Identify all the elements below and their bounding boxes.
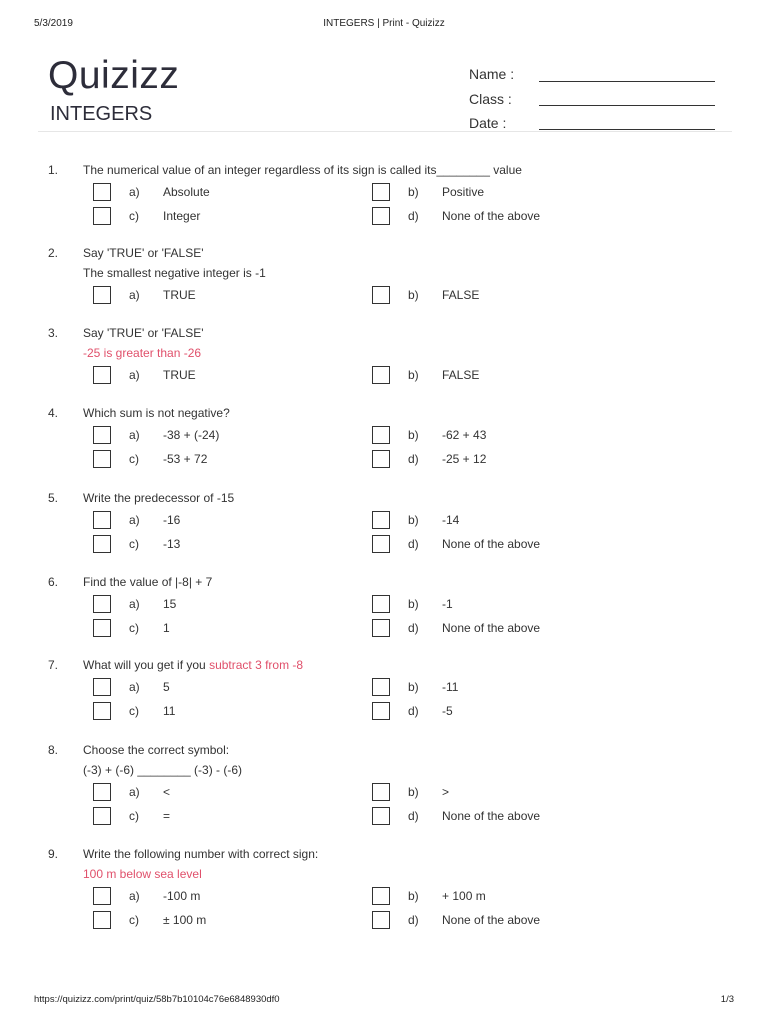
answer-checkbox[interactable] [93, 183, 111, 201]
option-text: = [163, 809, 171, 823]
name-field-line [539, 81, 715, 82]
option-text: 1 [163, 621, 170, 635]
answer-checkbox[interactable] [372, 807, 390, 825]
question-text-plain: What will you get if you [83, 658, 210, 672]
answer-checkbox[interactable] [372, 183, 390, 201]
option-letter: a) [129, 785, 140, 799]
class-label: Class : [469, 91, 512, 107]
option-letter: d) [408, 621, 419, 635]
answer-checkbox[interactable] [93, 286, 111, 304]
option-text: None of the above [442, 809, 541, 823]
answer-checkbox[interactable] [372, 887, 390, 905]
option-letter: c) [129, 452, 139, 466]
option-letter: b) [408, 185, 419, 199]
print-page-title: INTEGERS | Print - Quizizz [323, 18, 445, 29]
question-text [83, 246, 204, 260]
question-subtext: (-3) + (-6) ________ (-3) - (-6) [83, 763, 243, 777]
option-letter: d) [408, 537, 419, 551]
option-letter: c) [129, 209, 139, 223]
question-text [83, 658, 303, 672]
question-text-plain: Which sum is not negative? [83, 406, 230, 420]
option-letter: a) [129, 368, 140, 382]
answer-checkbox[interactable] [93, 511, 111, 529]
option-text: TRUE [163, 288, 196, 302]
answer-checkbox[interactable] [372, 450, 390, 468]
option-letter: c) [129, 913, 139, 927]
question-text [83, 163, 522, 177]
answer-checkbox[interactable] [93, 619, 111, 637]
question-text-highlight: subtract 3 from -8 [209, 658, 304, 672]
option-text: ± 100 m [163, 913, 207, 927]
option-letter: a) [129, 680, 140, 694]
option-letter: a) [129, 288, 140, 302]
answer-checkbox[interactable] [372, 783, 390, 801]
option-text: 15 [163, 597, 177, 611]
question-text-plain: Choose the correct symbol: [83, 743, 230, 757]
question-text-plain: Find the value of |-8| + 7 [83, 575, 213, 589]
option-letter: b) [408, 513, 419, 527]
option-letter: a) [129, 428, 140, 442]
question-number: 4. [48, 406, 59, 420]
option-text: -25 + 12 [442, 452, 487, 466]
question-number: 6. [48, 575, 59, 589]
option-letter: b) [408, 428, 419, 442]
answer-checkbox[interactable] [93, 535, 111, 553]
print-date: 5/3/2019 [34, 18, 73, 29]
quizizz-logo: Quizizz [48, 54, 180, 97]
option-text: -5 [442, 704, 453, 718]
question-text [83, 491, 234, 505]
answer-checkbox[interactable] [93, 678, 111, 696]
question-number: 9. [48, 847, 59, 861]
question-text [83, 847, 318, 861]
question-text-plain: Say 'TRUE' or 'FALSE' [83, 326, 204, 340]
option-text: None of the above [442, 913, 541, 927]
answer-checkbox[interactable] [93, 807, 111, 825]
option-text: -13 [163, 537, 181, 551]
class-field-line [539, 105, 715, 106]
question-subtext: 100 m below sea level [83, 867, 202, 881]
question-text [83, 575, 212, 589]
option-letter: b) [408, 680, 419, 694]
option-text: -1 [442, 597, 453, 611]
option-text: -11 [442, 680, 459, 694]
question-text-plain: Write the predecessor of -15 [83, 491, 235, 505]
question-subtext: The smallest negative integer is -1 [83, 266, 266, 280]
answer-checkbox[interactable] [93, 426, 111, 444]
answer-checkbox[interactable] [372, 678, 390, 696]
option-letter: c) [129, 621, 139, 635]
date-field-line [539, 129, 715, 130]
answer-checkbox[interactable] [372, 286, 390, 304]
answer-checkbox[interactable] [93, 887, 111, 905]
option-letter: c) [129, 537, 139, 551]
question-number: 1. [48, 163, 59, 177]
answer-checkbox[interactable] [93, 450, 111, 468]
header-divider [38, 131, 732, 132]
question-number: 7. [48, 658, 59, 672]
answer-checkbox[interactable] [93, 366, 111, 384]
quiz-title: INTEGERS [50, 103, 153, 125]
option-text: -100 m [163, 889, 201, 903]
answer-checkbox[interactable] [93, 702, 111, 720]
option-letter: d) [408, 913, 419, 927]
option-text: None of the above [442, 537, 541, 551]
option-letter: a) [129, 889, 140, 903]
option-text: -53 + 72 [163, 452, 208, 466]
option-text: Positive [442, 185, 485, 199]
answer-checkbox[interactable] [372, 426, 390, 444]
name-label: Name : [469, 66, 515, 82]
option-text: < [163, 785, 171, 799]
question-number: 5. [48, 491, 59, 505]
option-letter: b) [408, 889, 419, 903]
option-letter: d) [408, 209, 419, 223]
question-number: 3. [48, 326, 59, 340]
answer-checkbox[interactable] [372, 366, 390, 384]
option-text: -14 [442, 513, 460, 527]
question-number: 8. [48, 743, 59, 757]
option-letter: a) [129, 597, 140, 611]
option-text: + 100 m [442, 889, 486, 903]
question-text-plain: Say 'TRUE' or 'FALSE' [83, 246, 204, 260]
option-letter: c) [129, 809, 139, 823]
question-subtext: -25 is greater than -26 [83, 346, 202, 360]
question-text-plain: Write the following number with correct sign: [83, 847, 319, 861]
answer-checkbox[interactable] [372, 535, 390, 553]
option-text: FALSE [442, 368, 480, 382]
answer-checkbox[interactable] [93, 783, 111, 801]
answer-checkbox[interactable] [372, 619, 390, 637]
option-letter: c) [129, 704, 139, 718]
option-text: Integer [163, 209, 201, 223]
question-text [83, 406, 230, 420]
question-number: 2. [48, 246, 59, 260]
option-text: Absolute [163, 185, 210, 199]
option-text: TRUE [163, 368, 196, 382]
option-text: None of the above [442, 621, 541, 635]
option-letter: d) [408, 704, 419, 718]
answer-checkbox[interactable] [372, 207, 390, 225]
question-text-plain: The numerical value of an integer regardless of its sign is called its________ value [83, 163, 522, 177]
option-text: None of the above [442, 209, 541, 223]
option-letter: a) [129, 513, 140, 527]
answer-checkbox[interactable] [93, 911, 111, 929]
option-letter: b) [408, 288, 419, 302]
option-text: 5 [163, 680, 170, 694]
option-text: > [442, 785, 450, 799]
answer-checkbox[interactable] [93, 207, 111, 225]
option-letter: b) [408, 368, 419, 382]
answer-checkbox[interactable] [372, 702, 390, 720]
question-text [83, 326, 204, 340]
option-text: FALSE [442, 288, 480, 302]
answer-checkbox[interactable] [93, 595, 111, 613]
option-text: -16 [163, 513, 181, 527]
option-text: -62 + 43 [442, 428, 487, 442]
option-text: -38 + (-24) [163, 428, 220, 442]
option-letter: b) [408, 785, 419, 799]
print-url: https://quizizz.com/print/quiz/58b7b10104c76e6848930df0 [34, 994, 280, 1005]
page-number: 1/3 [720, 994, 734, 1005]
option-text: 11 [163, 704, 176, 718]
option-letter: a) [129, 185, 140, 199]
answer-checkbox[interactable] [372, 911, 390, 929]
option-letter: d) [408, 452, 419, 466]
question-text [83, 743, 229, 757]
answer-checkbox[interactable] [372, 595, 390, 613]
option-letter: b) [408, 597, 419, 611]
answer-checkbox[interactable] [372, 511, 390, 529]
option-letter: d) [408, 809, 419, 823]
date-label: Date : [469, 115, 507, 131]
